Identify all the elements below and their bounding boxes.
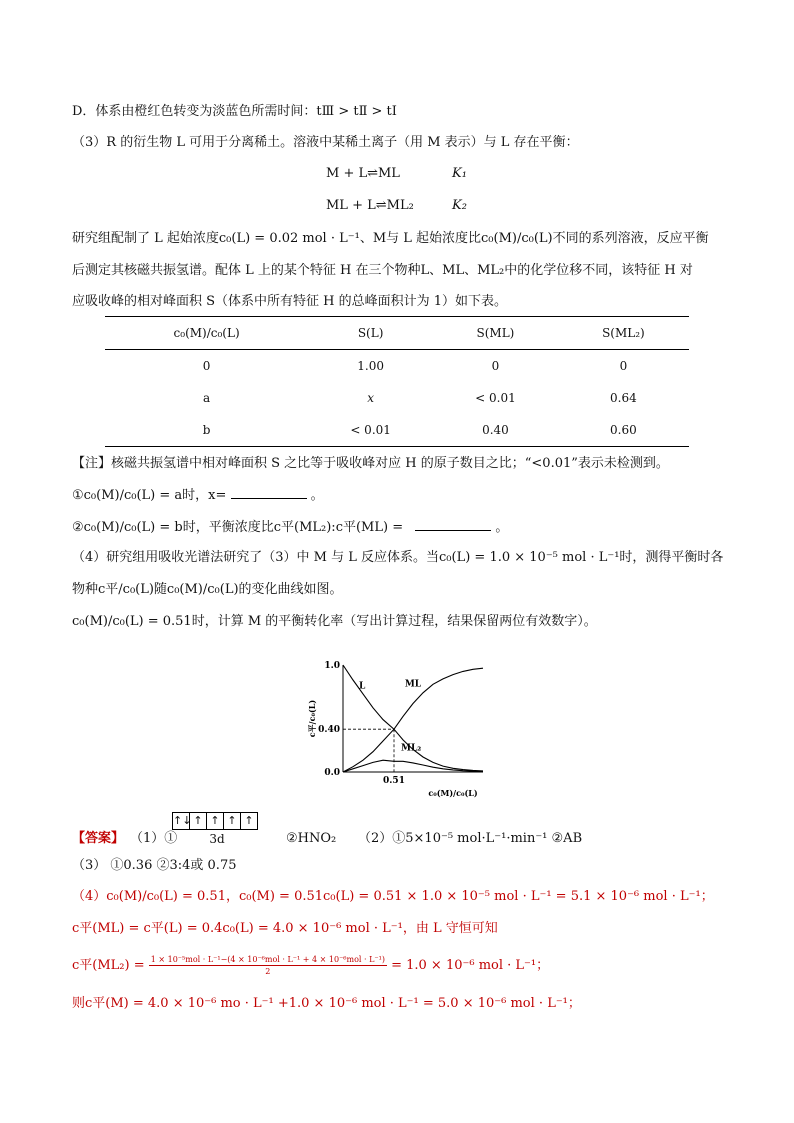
peak-area-table (105, 316, 689, 447)
table-row (105, 350, 689, 383)
answer-blank[interactable] (415, 518, 491, 531)
table-cell: 0.64 (610, 391, 637, 405)
orbital-box: ↑↓ (172, 812, 190, 830)
answer-part-4-line-2: c平(ML) = c平(L) = 0.4c₀(L) = 4.0 × 10⁻⁶ mol · L⁻¹，由 L 守恒可知 (72, 921, 498, 936)
table-note: 【注】核磁共振氢谱中相对峰面积 S 之比等于吸收峰对应 H 的原子数目之比；“<0.01”表示未检测到。 (72, 456, 669, 471)
table-cell: x (367, 391, 374, 405)
table-cell: < 0.01 (475, 391, 516, 405)
answer-part-2: （2）①5×10⁻⁵ mol·L⁻¹·min⁻¹ ②AB (358, 831, 583, 846)
table-row (105, 382, 689, 414)
orbital-box: ↑ (189, 812, 207, 830)
table-cell: < 0.01 (350, 423, 391, 437)
question-3-i (72, 486, 324, 505)
formula-result: = 1.0 × 10⁻⁶ mol · L⁻¹； (391, 958, 550, 973)
answer-part-4-line-1: （4）c₀(M)/c₀(L) = 0.51，c₀(M) = 0.51c₀(L) = 0.51 × 1.0 × 10⁻⁵ mol · L⁻¹ = 5.1 × 10⁻⁶ mol · L⁻¹； (72, 889, 714, 904)
table-row (105, 414, 689, 447)
x-axis-title: c₀(M)/c₀(L) (428, 788, 478, 798)
question-3-intro: （3）R 的衍生物 L 可用于分离稀土。溶液中某稀土离子（用 M 表示）与 L 存在平衡： (72, 135, 579, 150)
table-cell: 1.00 (357, 359, 384, 373)
orbital-box: ↑ (223, 812, 241, 830)
y-axis-title: c平/c₀(L) (307, 699, 317, 738)
constant-k1: K₁ (452, 166, 467, 181)
option-d: D．体系由橙红色转变为淡蓝色所需时间：tⅢ > tⅡ > tⅠ (72, 104, 397, 119)
equilibrium-2: ML + L⇌ML₂ (326, 198, 414, 213)
table-cell: 0.60 (610, 423, 637, 437)
series-line-2 (343, 760, 483, 772)
orbital-label: 3d (209, 832, 225, 846)
series-label: ML₂ (401, 743, 422, 754)
series-label: L (359, 681, 366, 692)
period: 。 (495, 520, 509, 535)
table-header: S(ML₂) (602, 326, 645, 340)
y-tick-label: 0.0 (324, 768, 340, 778)
question-text: ②c₀(M)/c₀(L) = b时，平衡浓度比c平(ML₂):c平(ML) = (72, 520, 404, 535)
table-header-row (105, 317, 689, 350)
answer-part-1: （1）① (130, 831, 178, 846)
species-fraction-chart (305, 650, 490, 800)
answer-part-3: （3） ①0.36 ②3:4或 0.75 (72, 858, 237, 873)
paragraph-line-3: 应吸收峰的相对峰面积 S（体系中所有特征 H 的总峰面积计为 1）如下表。 (72, 294, 508, 309)
constant-k2: K₂ (452, 198, 467, 213)
question-4-line-3: c₀(M)/c₀(L) = 0.51时，计算 M 的平衡转化率（写出计算过程，结果保留两位有效数字）。 (72, 614, 597, 629)
fraction-numerator: 1 × 10⁻⁵mol · L⁻¹−(4 × 10⁻⁶mol · L⁻¹ + 4 × 10⁻⁶mol · L⁻¹) (150, 955, 385, 964)
paragraph-line-1: 研究组配制了 L 起始浓度c₀(L) = 0.02 mol · L⁻¹、M与 L 起始浓度比c₀(M)/c₀(L)不同的系列溶液，反应平衡 (72, 231, 709, 246)
paragraph-line-2: 后测定其核磁共振氢谱。配体 L 上的某个特征 H 在三个物种L、ML、ML₂中的化学位移不同，该特征 H 对 (72, 263, 693, 278)
table-cell: 0.40 (482, 423, 509, 437)
question-4-line-2: 物种c平/c₀(L)随c₀(M)/c₀(L)的变化曲线如图。 (72, 582, 343, 597)
answer-label-text: 【答案】 (72, 831, 125, 846)
series-label: ML (404, 679, 422, 690)
table-cell: 0 (491, 359, 500, 373)
table-cell: a (203, 391, 211, 405)
table-cell: b (202, 423, 211, 437)
question-text: ①c₀(M)/c₀(L) = a时，x= (72, 488, 227, 503)
answer-part-4-line-4: 则c平(M) = 4.0 × 10⁻⁶ mo · L⁻¹ +1.0 × 10⁻⁶ mol · L⁻¹ = 5.0 × 10⁻⁶ mol · L⁻¹； (72, 996, 581, 1011)
y-tick-label: 1.0 (324, 661, 340, 671)
table-header: S(ML) (476, 326, 515, 340)
equilibrium-1: M + L⇌ML (326, 166, 400, 181)
table-header: S(L) (357, 326, 384, 340)
answer-blank[interactable] (231, 486, 307, 499)
question-4-line-1: （4）研究组用吸收光谱法研究了（3）中 M 与 L 反应体系。当c₀(L) = 1.0 × 10⁻⁵ mol · L⁻¹时，测得平衡时各 (72, 550, 724, 565)
x-tick-label: 0.51 (383, 776, 405, 786)
answer-part-1b: ②HNO₂ (286, 831, 337, 846)
formula-prefix: c平(ML₂) = (72, 958, 145, 973)
orbital-diagram (172, 812, 257, 846)
y-tick-label: 0.40 (318, 725, 340, 736)
table-cell: 0 (619, 359, 628, 373)
table-cell: 0 (202, 359, 211, 373)
orbital-box: ↑ (240, 812, 258, 830)
answer-part-4-line-3 (72, 954, 549, 977)
period: 。 (310, 488, 324, 503)
orbital-box: ↑ (206, 812, 224, 830)
table-header: c₀(M)/c₀(L) (173, 326, 240, 340)
fraction (149, 954, 387, 977)
fraction-denominator: 2 (265, 967, 271, 976)
answer-label (72, 830, 124, 848)
question-3-ii (72, 518, 508, 537)
